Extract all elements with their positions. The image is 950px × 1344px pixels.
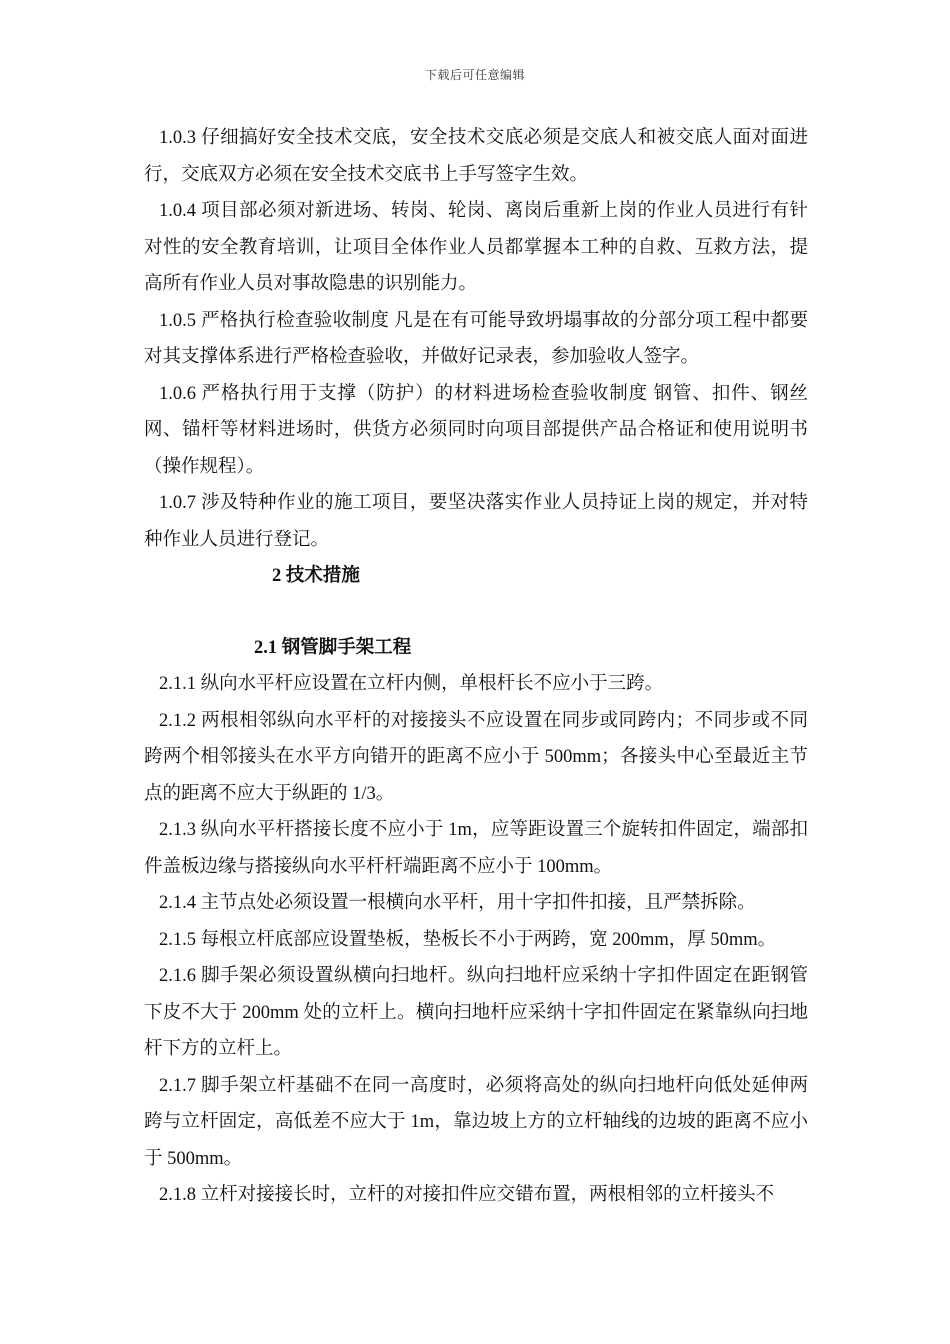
paragraph-1-0-3: 1.0.3 仔细搞好安全技术交底，安全技术交底必须是交底人和被交底人面对面进行，交底双方必须在安全技术交底书上手写签字生效。 [144, 128, 808, 185]
subsection-heading-steel-scaffold: 2.1 钢管脚手架工程 [254, 637, 412, 658]
paragraph-2-1-7: 2.1.7 脚手架立杆基础不在同一高度时，必须将高处的纵向扫地杆向低处延伸两跨与立杆固定，高低差不应大于 1m，靠边坡上方的立杆轴线的边坡的距离不应小于 500mm。 [144, 1075, 808, 1169]
paragraph-2-1-1: 2.1.1 纵向水平杆应设置在立杆内侧，单根杆长不应小于三跨。 [159, 674, 664, 694]
paragraph-2-1-6: 2.1.6 脚手架必须设置纵横向扫地杆。纵向扫地杆应采纳十字扣件固定在距钢管下皮不大于 200mm 处的立杆上。横向扫地杆应采纳十字扣件固定在紧靠纵向扫地杆下方的立杆上。 [144, 966, 808, 1059]
paragraph-2-1-3: 2.1.3 纵向水平杆搭接长度不应小于 1m，应等距设置三个旋转扣件固定，端部扣件盖板边缘与搭接纵向水平杆杆端距离不应小于 100mm。 [144, 820, 808, 877]
paragraph-1-0-5: 1.0.5 严格执行检查验收制度 凡是在有可能导致坍塌事故的分部分项工程中都要对其支撑体系进行严格检查验收，并做好记录表，参加验收人签字。 [144, 310, 808, 367]
paragraph-1-0-6: 1.0.6 严格执行用于支撑（防护）的材料进场检查验收制度 钢管、扣件、钢丝网、锚杆等材料进场时，供货方必须同时向项目部提供产品合格证和使用说明书（操作规程）。 [144, 383, 808, 477]
paragraph-2-1-4: 2.1.4 主节点处必须设置一根横向水平杆，用十字扣件扣接，且严禁拆除。 [159, 893, 756, 913]
paragraph-1-0-7: 1.0.7 涉及特种作业的施工项目，要坚决落实作业人员持证上岗的规定，并对特种作业人员进行登记。 [144, 493, 808, 550]
document-body [144, 120, 808, 1214]
paragraph-2-1-2: 2.1.2 两根相邻纵向水平杆的对接接头不应设置在同步或同跨内；不同步或不同跨两个相邻接头在水平方向错开的距离不应小于 500mm；各接头中心至最近主节点的距离不应大于纵距的 1/3。 [144, 710, 808, 804]
paragraph-2-1-8: 2.1.8 立杆对接接长时，立杆的对接扣件应交错布置，两根相邻的立杆接头不 [159, 1185, 775, 1205]
paragraph-1-0-4: 1.0.4 项目部必须对新进场、转岗、轮岗、离岗后重新上岗的作业人员进行有针对性的安全教育培训，让项目全体作业人员都掌握本工种的自救、互救方法，提高所有作业人员对事故隐患的识别能力。 [144, 201, 808, 294]
paragraph-2-1-5: 2.1.5 每根立杆底部应设置垫板，垫板长不小于两跨，宽 200mm，厚 50mm。 [159, 929, 777, 950]
page-header-note: 下载后可任意编辑 [424, 68, 525, 82]
section-heading-technical-measures: 2 技术措施 [272, 566, 360, 586]
